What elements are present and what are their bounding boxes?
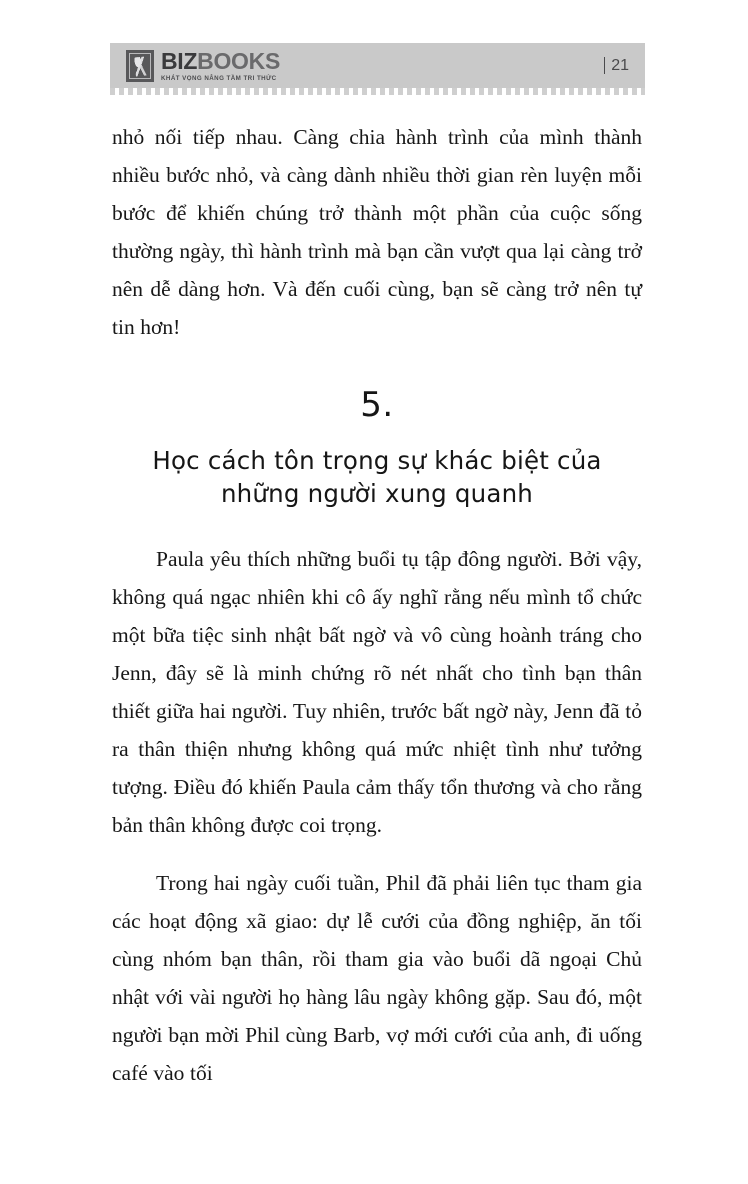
chapter-title xyxy=(112,444,642,510)
publisher-logo xyxy=(126,49,280,82)
chapter-number: 5. xyxy=(360,385,394,425)
brand-name xyxy=(161,49,280,73)
chapter-title-line-2: những người xung quanh xyxy=(220,479,534,508)
chapter-title-line-1: Học cách tôn trọng sự khác biệt của xyxy=(152,446,602,475)
page-number-divider xyxy=(604,57,606,74)
paragraph-continued: nhỏ nối tiếp nhau. Càng chia hành trình của mình thành nhiều bước nhỏ, và càng dành nhiều thời gian rèn luyện mỗi bước để khiến chúng trở thành một phần của cuộc sống thường ngày, thì hành trình mà bạn cần vượt qua lại càng trở nên dễ dàng hơn. Và đến cuối cùng, bạn sẽ càng trở nên tự tin hơn! xyxy=(112,125,642,339)
bizbooks-book-icon xyxy=(126,50,154,82)
text-column xyxy=(112,118,642,1092)
page-header xyxy=(110,43,645,88)
page-number: 21 xyxy=(611,56,629,74)
paragraph-paula: Paula yêu thích những buổi tụ tập đông người. Bởi vậy, không quá ngạc nhiên khi cô ấy nghĩ rằng nếu mình tổ chức một bữa tiệc sinh nhật bất ngờ và vô cùng hoành tráng cho Jenn, đây sẽ là minh chứng rõ nét nhất cho tình bạn thân thiết giữa hai người. Tuy nhiên, trước bất ngờ này, Jenn đã tỏ ra thân thiện nhưng không quá mức nhiệt tình như tưởng tượng. Điều đó khiến Paula cảm thấy tổn thương và cho rằng bản thân không được coi trọng. xyxy=(112,547,642,837)
paragraph-phil: Trong hai ngày cuối tuần, Phil đã phải liên tục tham gia các hoạt động xã giao: dự lễ cưới của đồng nghiệp, ăn tối cùng nhóm bạn thân, rồi tham gia vào buổi dã ngoại Chủ nhật với vài người họ hàng lâu ngày không gặp. Sau đó, một người bạn mời Phil cùng Barb, vợ mới cưới của anh, đi uống café vào tối xyxy=(112,871,642,1085)
brand-text xyxy=(161,49,280,82)
brand-name-books: BOOKS xyxy=(197,47,280,74)
header-dotted-rule xyxy=(110,88,645,95)
chapter-heading xyxy=(112,385,642,510)
brand-tagline: KHÁT VỌNG NÂNG TẦM TRI THỨC xyxy=(161,74,277,82)
page-number-group xyxy=(604,57,631,75)
brand-name-biz: BIZ xyxy=(161,47,198,74)
